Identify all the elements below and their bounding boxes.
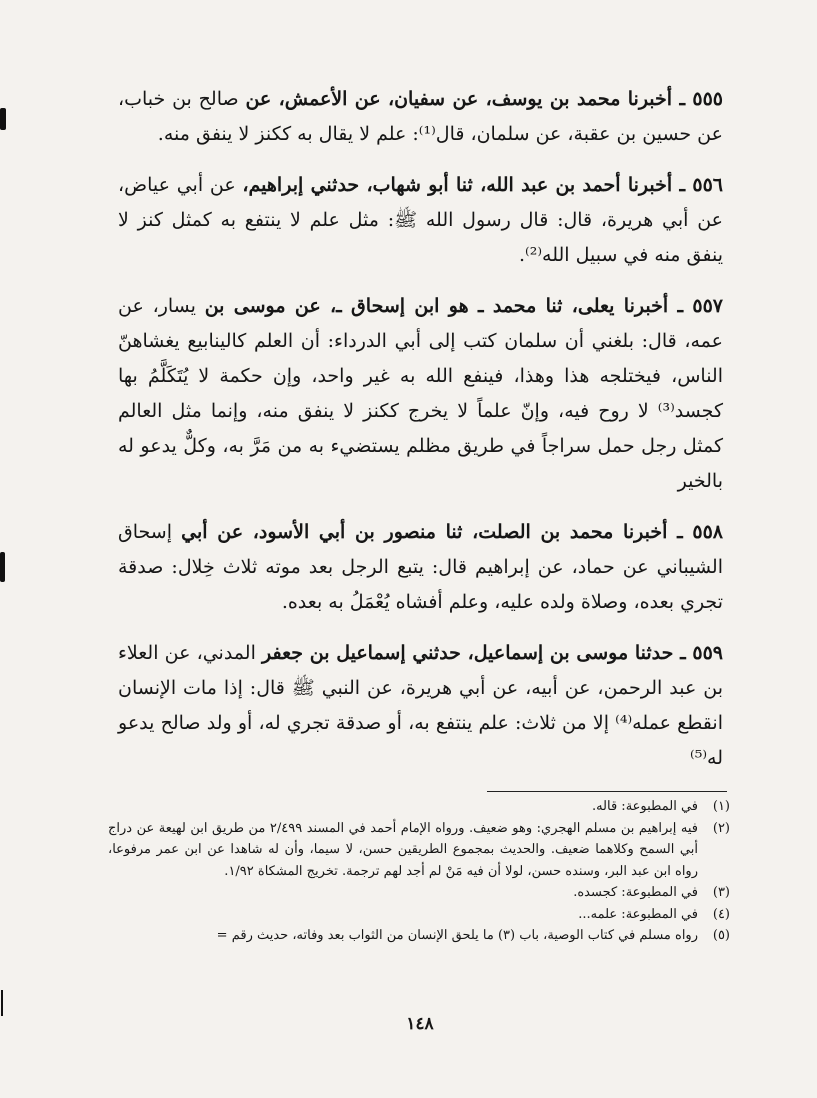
footnote-text: فيه إبراهيم بن مسلم الهجري: وهو ضعيف. ورواه الإمام أحمد في المسند ٢/٤٩٩ من طريق ابن لهيعة عن دراج أبي السمح وكلاهما ضعيف. والحديث بمجموع الطريقين حسن، لا سيما، وأن له شاهدا عن ابن عمر مرفوعا، رواه ابن عبد البر، وسنده حسن، لولا أن فيه مَنْ لم أجد لهم ترجمة. تخريج المشكاة ١/٩٢. <box>108 820 698 879</box>
footnote-text: في المطبوعة: علمه... <box>578 906 698 922</box>
hadith-text: صالح بن خباب، عن حسين بن عقبة، عن سلمان، قال⁽¹⁾: علم لا يقال به ككنز لا ينفق منه. <box>118 88 723 145</box>
footnote-text: في المطبوعة: كجسده. <box>573 885 698 900</box>
footnote-number: (٥) <box>712 928 730 943</box>
footnote-number: (٢) <box>712 820 730 836</box>
footnote-separator <box>487 791 727 792</box>
footnotes <box>108 796 730 947</box>
footnote-text: في المطبوعة: قاله. <box>591 799 698 814</box>
hadith-lead: ٥٥٧ ـ أخبرنا يعلى، ثنا محمد ـ هو ابن إسحاق ـ، عن موسى بن <box>204 295 723 317</box>
footnote-2 <box>108 818 730 883</box>
scan-artifact <box>0 552 5 582</box>
footnote-5 <box>108 925 730 947</box>
scan-artifact <box>0 108 6 130</box>
hadith-lead: ٥٥٦ ـ أخبرنا أحمد بن عبد الله، ثنا أبو شهاب، حدثني إبراهيم، <box>242 174 723 196</box>
hadith-entry-555 <box>118 82 723 152</box>
hadith-entry-559 <box>118 636 723 776</box>
hadith-text: عن أبي عياض، عن أبي هريرة، قال: قال رسول الله ﷺ: مثل علم لا ينتفع به كمثل كنز لا ينفق منه في سبيل الله⁽²⁾. <box>118 174 723 266</box>
page-number: ١٤٨ <box>406 1014 434 1034</box>
footnote-number: (٣) <box>712 885 730 900</box>
hadith-entry-558 <box>118 515 723 620</box>
footnote-text: رواه مسلم في كتاب الوصية، باب (٣) ما يلحق الإنسان من الثواب بعد وفاته، حديث رقم = <box>216 928 698 943</box>
hadith-body <box>118 82 723 792</box>
hadith-text: يسار، عن عمه، قال: بلغني أن سلمان كتب إلى أبي الدرداء: أن العلم كالينابيع يغشاهنّ الناس، فيختلجه هذا وهذا، فينفع الله به غير واحد، وإن حكمة لا يُتَكَلَّمُ بها كجسد⁽³⁾ لا روح فيه، وإنّ علماً لا يخرج ككنز لا ينفق منه، وإنما مثل العالم كمثل رجل حمل سراجاً في طريق مظلم يستضيء به من مَرَّ به، وكلٌّ يدعو له بالخير <box>118 295 723 492</box>
footnote-3 <box>108 882 730 904</box>
hadith-lead: ٥٥٩ ـ حدثنا موسى بن إسماعيل، حدثني إسماعيل بن جعفر <box>262 642 723 664</box>
footnote-1 <box>108 796 730 818</box>
hadith-entry-557 <box>118 289 723 499</box>
footnote-number: (٤) <box>712 906 730 922</box>
footnote-number: (١) <box>712 799 730 814</box>
scan-artifact <box>1 990 3 1016</box>
hadith-text: المدني، عن العلاء بن عبد الرحمن، عن أبيه، عن أبي هريرة، عن النبي ﷺ قال: إذا مات الإنسان انقطع عمله⁽⁴⁾ إلا من ثلاث: علم ينتفع به، أو صدقة تجري له، أو ولد صالح يدعو له⁽⁵⁾ <box>118 642 723 769</box>
hadith-entry-556 <box>118 168 723 273</box>
hadith-text: إسحاق الشيباني عن حماد، عن إبراهيم قال: يتبع الرجل بعد موته ثلاث خِلال: صدقة تجري بعده، وصلاة ولده عليه، وعلم أفشاه يُعْمَلُ به بعده. <box>118 521 723 613</box>
hadith-lead: ٥٥٨ ـ أخبرنا محمد بن الصلت، ثنا منصور بن أبي الأسود، عن أبي <box>181 521 723 543</box>
footnote-4 <box>108 904 730 926</box>
hadith-lead: ٥٥٥ ـ أخبرنا محمد بن يوسف، عن سفيان، عن الأعمش، عن <box>245 88 724 110</box>
